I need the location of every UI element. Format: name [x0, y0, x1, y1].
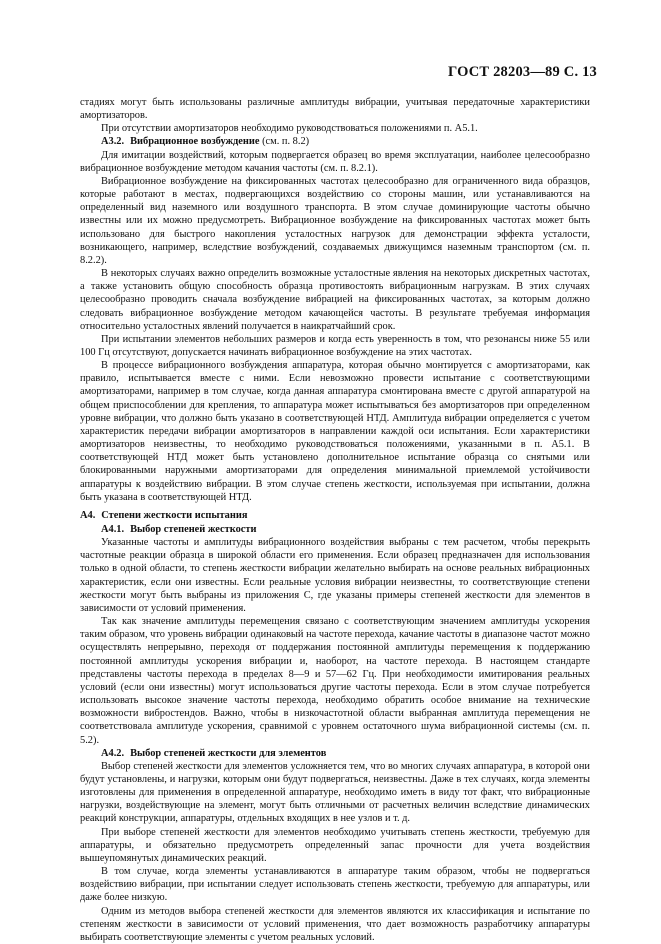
paragraph-continuation: стадиях могут быть использованы различные амплитуды вибрации, учитывая передаточные характеристики амортизаторов.: [80, 97, 590, 122]
paragraph: Для имитации воздействий, которым подвергается образец во время эксплуатации, наиболее целесообразно вибрационное возбуждение методом качания частоты (см. п. 8.2.1).: [80, 149, 590, 174]
paragraph: Указанные частоты и амплитуды вибрационного воздействия выбраны с тем расчетом, чтобы перекрыть частотные реакции образца в широкой области его применения. Если образец предназначен для использования только в одной области, то степень жесткости вибрации желательно выбирать на основе реальных вибрационных характеристик, если они известны. Если реальные условия вибрации неизвестны, то соответствующие степени жесткости могут быть выбраны из приложения С, где указаны примеры степеней жесткости для элементов в зависимости от условий применения.: [80, 537, 590, 614]
paragraph: Выбор степеней жесткости для элементов усложняется тем, что во многих случаях аппаратура, в которой они будут установлены, и нагрузки, которым они будут подвергаться, неизвестны. Даже в тех случаях, когда элементы изготовлены для применения в определенной аппаратуре, необходимо иметь в виду тот факт, что вибрационные нагрузки, воздействующие на элемент, могут быть отличными от расчетных величин вследствие динамических реакций конструкции, аппаратуры, отдельных входящих в нее узлов и т. д.: [80, 760, 590, 825]
document-body: [80, 96, 590, 944]
paragraph: При выборе степеней жесткости для элементов необходимо учитывать степень жесткости, требуемую для аппаратуры, и обязательно предусмотреть определенный запас прочности для учета воздействия вышеупомянутых динамических реакций.: [80, 826, 590, 864]
paragraph: Одним из методов выбора степеней жесткости для элементов являются их классификация и испытание по степеням жесткости в зависимости от условий применения, что дает возможность разработчику аппаратуры выбирать соответствующие элементы с учетом реальных условий.: [80, 905, 590, 943]
paragraph: Так как значение амплитуды перемещения связано с соответствующим значением амплитуды ускорения таким образом, что уровень вибрации одинаковый на частоте перехода, качание частоты в диапазоне частот можно осуществлять непрерывно, переходя от поддержания постоянной амплитуды перемещения к поддержанию постоянной амплитуды ускорения вибрации и, наоборот, на частоте перехода. В настоящем стандарте представлены частоты перехода в пределах 8—9 и 57—62 Гц. При необходимости имитирования реальных условий (если они известны) могут использоваться другие частоты перехода. Если в этом случае потребуется использовать высокое значение частоты перехода, необходимо обратить особое внимание на технические возможности вибростендов. Важно, чтобы в низкочастотной области выбранная амплитуда перемещения не соответствовала амплитуде ускорения, сравнимой с уровнем остаточного шума вибрационной системы (см. п. 5.2).: [80, 616, 590, 746]
section-title: Степени жесткости испытания: [101, 509, 248, 521]
paragraph: В некоторых случаях важно определить возможные усталостные явления на некоторых дискретных частотах, а также установить общую способность образца противостоять вибрационным нагрузкам. В этих случаях целесообразно проводить сначала возбуждение вибрацией на фиксированных частотах, за которым должно следовать вибрационное возбуждение методом качающейся частоты. В результате требуемая информация относительно усталостных явлений получается в наикратчайший срок.: [80, 268, 590, 332]
page-header: ГОСТ 28203—89 С. 13: [448, 64, 597, 80]
paragraph-shock-absorbers-note: При отсутствии амортизаторов необходимо руководствоваться положениями п. А5.1.: [101, 123, 478, 135]
section-reference: (см. п. 8.2): [259, 136, 310, 148]
section-number: А3.2.: [101, 136, 125, 148]
paragraph: В процессе вибрационного возбуждения аппаратура, которая обычно монтируется с амортизаторами, как правило, испытывается вместе с ними. Если невозможно провести испытание с соответствующими амортизаторами, например в том случае, когда данная аппаратура смонтирована вместе с другой аппаратурой на общем приспособлении для крепления, то аппаратура может испытываться без амортизаторов при определенном уровне вибрации, что должно быть указано в соответствующей НТД. Амплитуда вибрации определяется с учетом характеристик передачи вибрации амортизаторов в направлении каждой оси испытания. Если характеристики амортизаторов неизвестны, то необходимо руководствоваться положениями, указанными в п. А5.1. В соответствующей НТД может быть установлено дополнительное испытание образца со снятыми или блокированными наружными амортизаторами для определения минимальной приемлемой устойчивости аппаратуры к воздействию вибрации. В этом случае степень жесткости, используемая при испытании, должна быть указана в соответствующей НТД.: [80, 360, 590, 503]
paragraph: В том случае, когда элементы устанавливаются в аппаратуре таким образом, чтобы не подвергаться воздействию вибрации, при испытании следует использовать степень жесткости, требуемую для аппаратуры, или даже более низкую.: [80, 866, 590, 904]
section-number: А4.1.: [101, 524, 125, 535]
section-number: А4.2.: [101, 747, 125, 759]
section-heading-a4: [80, 509, 590, 522]
paragraph: При испытании элементов небольших размеров и когда есть уверенность в том, что резонансы ниже 55 или 100 Гц отсутствуют, допускается начинать вибрационное возбуждение на этих частотах.: [80, 333, 590, 358]
section-title: Вибрационное возбуждение: [130, 136, 260, 148]
section-heading-a4-2: [80, 747, 590, 760]
section-heading-a4-1: [80, 523, 590, 536]
paragraph: Вибрационное возбуждение на фиксированных частотах целесообразно для ограниченного вида образцов, которые работают в местах, подвергающихся воздействию со стороны машин, или устанавливаются на определенный вид наземного или воздушного транспорта. В этом случае доминирующие частоты обычно известны или их можно предусмотреть. Вибрационное возбуждение на фиксированных частотах может быть использовано для быстрого накопления усталостных нагрузок для демонстрации эффекта усталости, возникающего, например, вследствие возбуждений, создаваемых движущимся наземным транспортом (см. п. 8.2.2).: [80, 175, 590, 266]
section-number: А4.: [80, 509, 96, 521]
section-title: Выбор степеней жесткости для элементов: [130, 747, 327, 759]
section-heading-a3-2: [80, 135, 590, 148]
section-title: Выбор степеней жесткости: [130, 524, 257, 535]
